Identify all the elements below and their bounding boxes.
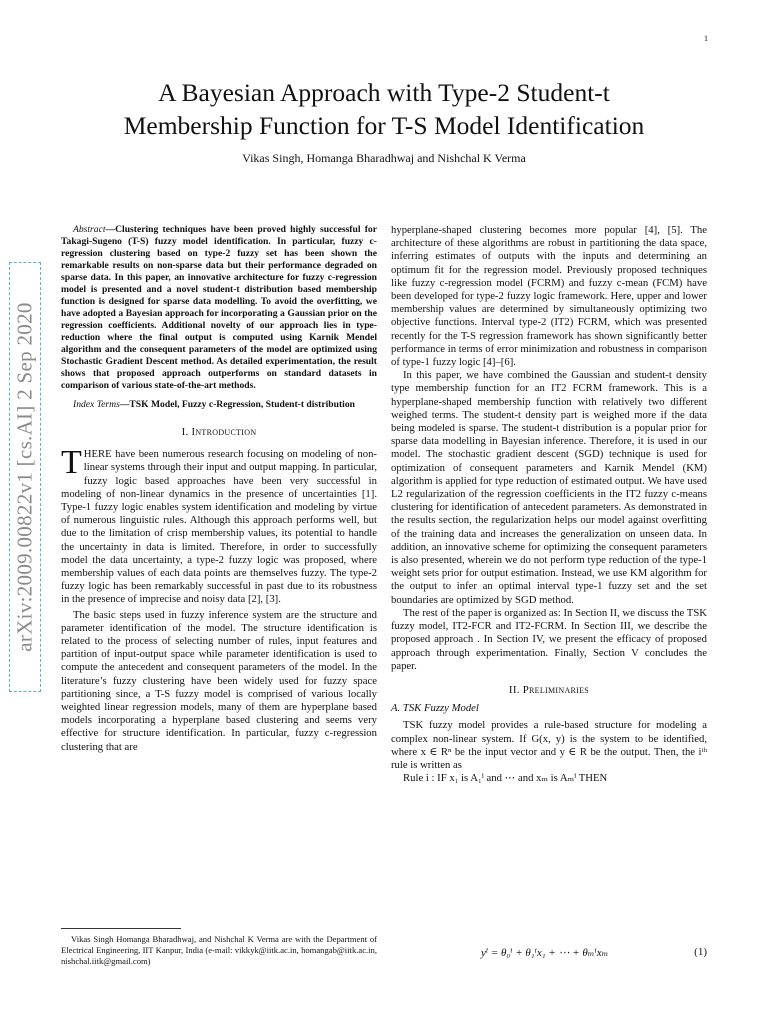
- right-paragraph-1: hyperplane-shaped clustering becomes more popular [4], [5]. The architecture of these algorithms are robust in partitioning the data space, inferring estimates of outputs with the inputs and determining an optimum fit for the regression model. Previously proposed techniques like fuzzy c-regression model (FCRM) and fuzzy c-mean (FCM) have been developed for type-2 fuzzy logic framework. Here, upper and lower membership values are determined by simultaneously optimizing two objective functions. Interval type-2 (IT2) FCRM, which was presented recently for the T-S regression framework has shown significantly better performance in terms of error minimization and robustness in comparison of type-1 fuzzy logic [4]–[6].: [391, 224, 707, 369]
- right-column: [391, 224, 707, 785]
- author-footnote: Vikas Singh Homanga Bharadhwaj, and Nishchal K Verma are with the Department of Electrical Engineering, IIT Kanpur, India (e-mail: vikkyk@iitk.ac.in, homangab@iitk.ac.in, nishchal.iitk@gmail.com): [61, 934, 377, 966]
- abstract-text: —Clustering techniques have been proved highly successful for Takagi-Sugeno (T-S) fuzzy model identification. In particular, fuzzy c-regression clustering based on type-2 fuzzy set has been shown the remarkable results on non-sparse data but their performance degraded on sparse data. In this paper, an innovative architecture for fuzzy c-regression model is presented and a novel student-t distribution based membership function is designed for sparse data modelling. To avoid the overfitting, we have adopted a Bayesian approach for incorporating a Gaussian prior on the regression coefficients. Additional novelty of our approach lies in type-reduction where the final output is computed using Karnik Mendel algorithm and the consequent parameters of the model are optimized using Stochastic Gradient Descent method. As detailed experimentation, the result shows that proposed approach outperforms on standard datasets in comparison of various state-of-the-art methods.: [61, 224, 377, 391]
- intro-paragraph-1-text: HERE have been numerous research focusing on modeling of non-linear systems through their input and output mapping. In particular, fuzzy logic based approaches have been very successful in modeling of non-linear dynamics in the presence of uncertainties [1]. Type-1 fuzzy logic enables system identification and modeling by virtue of numerous linguistic rules. Although this approach performs well, but due to the limitation of crisp membership values, its potential to handle the uncertainty in data is limited. Therefore, in order to successfully model the data uncertainty, a type-2 fuzzy logic was proposed, where membership values of each data points are themselves fuzzy. The type-2 fuzzy logic has been remarkably successful in past due to its robustness in the presence of imprecise and noisy data [2], [3].: [61, 448, 377, 606]
- section-heading-preliminaries: II. Preliminaries: [508, 683, 590, 696]
- index-terms-label: Index Terms: [73, 399, 120, 410]
- title-line-2: Membership Function for T-S Model Identification: [123, 111, 645, 140]
- author-list: Vikas Singh, Homanga Bharadhwaj and Nishchal K Verma: [242, 151, 526, 165]
- abstract: [61, 224, 377, 392]
- intro-paragraph-1: [61, 444, 377, 606]
- subsection-heading-tsk: A. TSK Fuzzy Model: [391, 702, 479, 715]
- index-terms-text: —TSK Model, Fuzzy c-Regression, Student-t distribution: [119, 399, 355, 410]
- arxiv-stamp[interactable]: [9, 262, 41, 692]
- rule-statement: Rule i : IF x₁ is A₁ⁱ and ⋯ and xₘ is Aₘⁱ THEN: [403, 772, 608, 785]
- right-paragraph-3: The rest of the paper is organized as: In Section II, we discuss the TSK fuzzy model, IT2-FCR and IT2-FCRM. In Section III, we describe the proposed approach . In Section IV, we present the efficacy of proposed approach through experimentation. Finally, Section V concludes the paper.: [391, 606, 707, 672]
- drop-cap: T: [61, 444, 82, 482]
- title-line-1: A Bayesian Approach with Type-2 Student-t: [158, 78, 610, 107]
- section-heading-introduction: I. Introduction: [181, 426, 257, 438]
- intro-paragraph-2: The basic steps used in fuzzy inference system are the structure and parameter identification of the model. The structure identification is related to the process of selecting number of rules, input features and partition of input-output space while parameter identification is used to compute the antecedent and consequent parameters of the model. In the literature’s fuzzy clustering have been widely used for fuzzy space partitioning since, a T-S fuzzy model is comprised of various locally weighted linear regression models, many of them are hyperplane based models incorporating a hyperplane based clustering and seems very effective for structure identification. In particular, fuzzy c-regression clustering that are: [61, 608, 377, 753]
- abstract-label: Abstract: [73, 224, 106, 235]
- equation-number: (1): [694, 946, 707, 958]
- right-paragraph-4: TSK fuzzy model provides a rule-based structure for modeling a complex non-linear system. If G(x, y) is the system to be identified, where x ∈ Rⁿ be the input vector and y ∈ R be the output. Then, the iᵗʰ rule is written as: [391, 719, 707, 771]
- arxiv-identifier[interactable]: arXiv:2009.00822v1 [cs.AI] 2 Sep 2020: [12, 302, 37, 652]
- footnote-rule: [61, 928, 181, 929]
- paper-title: [0, 76, 768, 142]
- page-number: 1: [704, 34, 708, 43]
- equation-formula: yⁱ = θ₀ⁱ + θ₁ⁱx₁ + ⋯ + θₘⁱxₘ: [481, 947, 609, 959]
- left-column: [61, 224, 377, 754]
- index-terms: [61, 399, 377, 411]
- right-paragraph-2: In this paper, we have combined the Gaussian and student-t density type membership function for an IT2 FCRM framework. This is a hyperplane-shaped membership function with relatively two different weighed terms. The student-t density part is weighed more if the data being modeled is sparse. The student-t distribution is a popular prior for sparse data modelling in Bayesian inference. Therefore, it is used in our model. The stochastic gradient descent (SGD) technique is used for optimization of consequent parameters and Karnik Mendel (KM) algorithm is applied for type reduction of estimated output. We have used L2 regularization of the regression coefficients in the IT2 fuzzy c-means clustering for identification of antecedent parameters. As demonstrated in the results section, the regularization helps our model against overfitting of the training data and increases the generalization on unseen data. In addition, an innovative scheme for optimizing the consequent parameters is also presented, wherein we do not perform type reduction of the type-1 weight sets prior for output estimation. Instead, we use KM algorithm for the output to infer an optimal interval type-1 fuzzy set and the set boundaries are optimized by SGD method.: [391, 369, 707, 606]
